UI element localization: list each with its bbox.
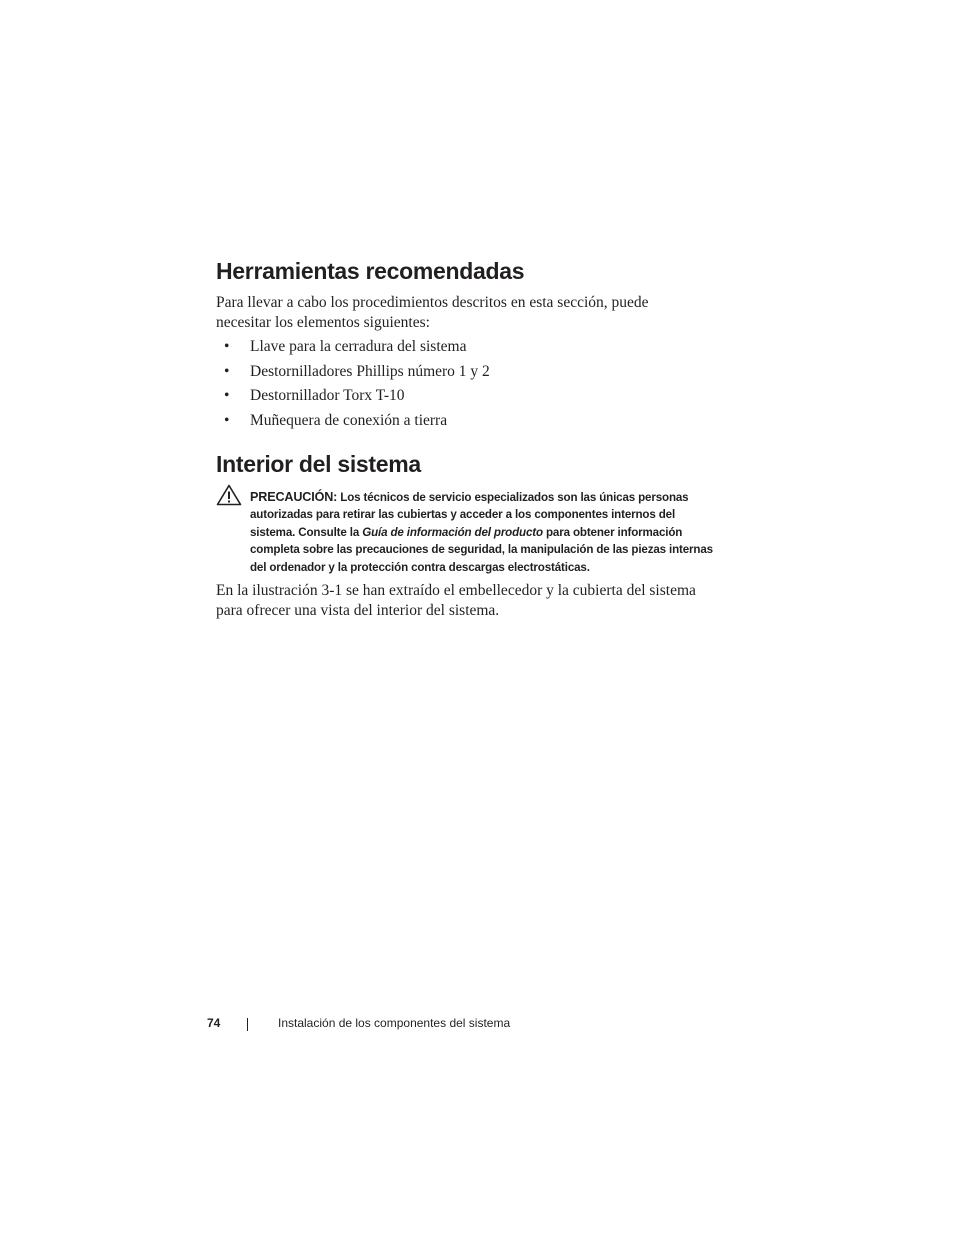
- product-info-guide-reference: Guía de información del producto: [362, 525, 543, 539]
- list-item-text: Llave para la cerradura del sistema: [250, 338, 467, 355]
- list-item-text: Destornilladores Phillips número 1 y 2: [250, 362, 490, 380]
- list-item: [224, 362, 490, 387]
- page-number: 74: [207, 1016, 221, 1030]
- section-heading-interior: Interior del sistema: [216, 451, 421, 477]
- caution-body-end: para obtener información completa sobre las precauciones de seguridad, la manipulación de las piezas internas del ordenador y la protección contra descargas electrostáticas.: [250, 525, 713, 574]
- interior-paragraph-line-1: En la ilustración 3-1 se han extraído el embellecedor y la cubierta del sistema: [216, 582, 696, 599]
- list-item-text: Destornillador Torx T-10: [250, 387, 405, 404]
- footer-chapter-title: Instalación de los componentes del sistema: [278, 1016, 511, 1030]
- tools-intro-line-2: necesitar los elementos siguientes:: [216, 313, 430, 331]
- caution-label: PRECAUCIÓN:: [250, 490, 338, 504]
- list-item: [224, 386, 490, 411]
- tools-list: [224, 337, 490, 435]
- tools-intro-paragraph: [216, 293, 716, 332]
- interior-paragraph: [216, 581, 716, 620]
- page-footer: [0, 1016, 954, 1036]
- bullet-icon: •: [224, 362, 230, 380]
- list-item: [224, 337, 490, 362]
- warning-triangle-icon: [216, 484, 242, 506]
- list-item: [224, 411, 490, 436]
- footer-divider: [247, 1018, 248, 1031]
- interior-paragraph-line-2: para ofrecer una vista del interior del sistema.: [216, 601, 500, 619]
- bullet-icon: •: [224, 411, 230, 429]
- section-heading-tools: Herramientas recomendadas: [216, 258, 525, 284]
- list-item-text: Muñequera de conexión a tierra: [250, 411, 448, 429]
- bullet-icon: •: [224, 387, 230, 404]
- caution-body-start: Los técnicos de servicio especializados son las únicas personas autorizadas para retirar las cubiertas y acceder a los componentes internos del sistema. Consulte la: [250, 491, 689, 539]
- bullet-icon: •: [224, 338, 230, 355]
- caution-text: [250, 489, 720, 576]
- tools-intro-line-1: Para llevar a cabo los procedimientos descritos en esta sección, puede: [216, 294, 649, 311]
